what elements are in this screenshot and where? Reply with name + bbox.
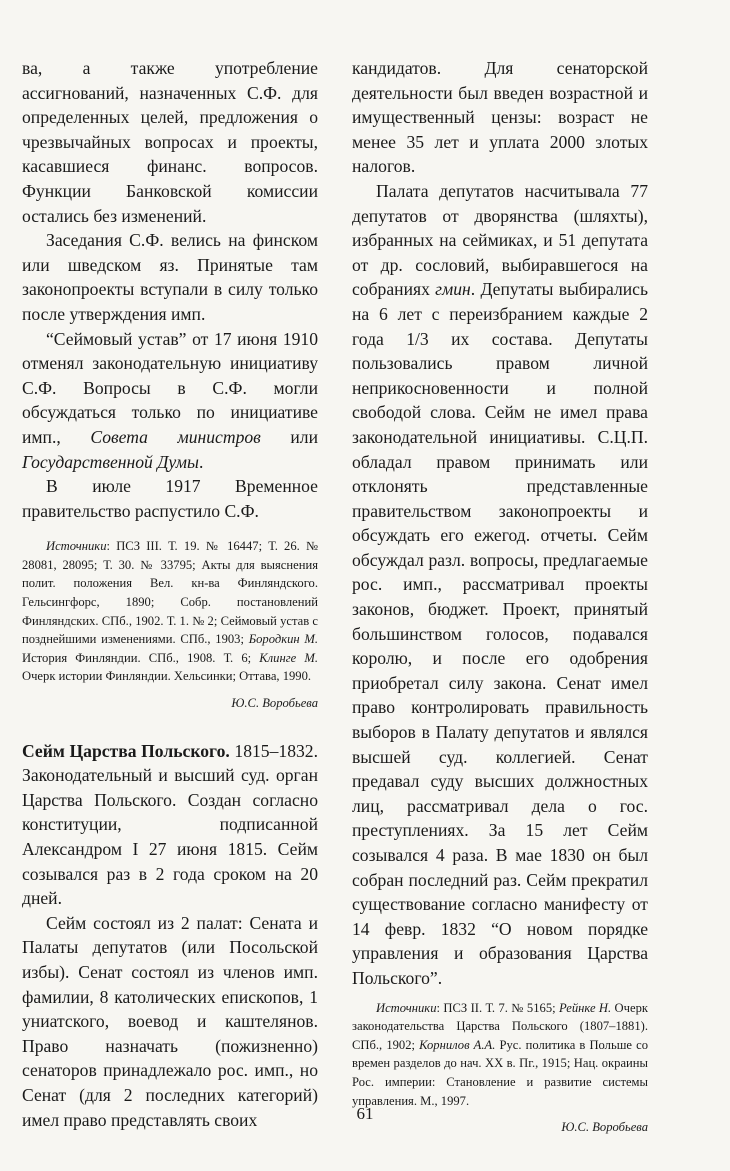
entry-title: Сейм Царства Польского.	[22, 740, 230, 761]
entry-paragraph-2: Сейм состоял из 2 палат: Сената и Палаты депутатов (или Посольской избы). Сенат состоял из членов имп. фамилии, 8 католических епископов, 1 униатского, воевод и каштелянов. Право назначать (пожизненно) сенаторов принадлежало рос. имп., но Сенат (для 2 последних категорий) имел право представлять своих	[22, 912, 318, 1130]
text: “Сеймовый устав” от 17 июня 1910 отменял законодательную инициативу С.Ф. Вопросы в С.Ф. могли обсуждаться только по инициативе имп.,	[22, 328, 318, 447]
italic-term: гмин	[435, 279, 471, 300]
text: 1815–1832. Законодательный и высший суд. орган Царства Польского. Создан согласно конституции, подписанной Александром I 27 июня 1815. Сейм созывался раз в 2 года сроком на 20 дней.	[22, 740, 318, 909]
italic-term: Государственной Думы	[22, 451, 199, 472]
sources-label: Источники	[376, 1000, 437, 1015]
text: . Депутаты выбирались на 6 лет с переизбранием каждые 2 года 1/3 их состава. Депутаты пользовались правом личной неприкосновенности и полной свободой слова. Сейм не имел права законодательной инициативы. С.Ц.П. обладал правом принимать или отклонять представленные правительством законопроекты и обсуждать его ежегод. отчеты. Сейм обсуждал разл. вопросы, предлагаемые рос. имп., рассматривал проекты законов, бюджет. Проект, принятый большинством голосов, подавался королю, и после его одобрения приобретал силу закона. Сенат имел право контролировать правильность выборов в Палату депутатов и являлся высшей суд. коллегией. Сенат предавал суду высших должностных лиц, рассматривал дела о гос. преступлениях. За 15 лет Сейм созывался 4 раза. В мае 1830 он был собран последний раз. Сейм прекратил существование согласно манифесту от 14 февр. 1832 “О новом порядке управления и образования Царства Польского”.	[352, 279, 648, 988]
right-column	[352, 56, 648, 1137]
italic-author: Корнилов А.А.	[419, 1037, 496, 1052]
right-sources	[352, 999, 648, 1111]
right-paragraph-1: кандидатов. Для сенаторской деятельности был введен возрастной и имущественный цензы: возраст не менее 35 лет и уплата 2000 злотых налогов.	[352, 58, 648, 177]
left-sources	[22, 537, 318, 686]
text: Рус. политика в Польше со времен разделов до нач. XX в. Пг., 1915; Нац. окраины Рос. империи: Становление и развитие системы управления. М., 1997.	[352, 1037, 649, 1108]
text: или	[260, 426, 318, 447]
right-paragraph-2	[352, 179, 648, 991]
left-paragraph-2: Заседания С.Ф. велись на финском или шведском яз. Принятые там законопроекты вступали в силу только после утверждения имп.	[22, 230, 318, 324]
entry-paragraph-1	[22, 739, 318, 911]
text: : ПСЗ III. Т. 19. № 16447; Т. 26. № 28081, 28095; Т. 30. № 33795; Акты для выяснения полит. положения Вел. кн-ва Финляндского. Гельсингфорс, 1890; Собр. постановлений Финляндских. СПб., 1902. Т. 1. № 2; Сеймовый устав с позднейшими изменениями. СПб., 1903;	[22, 539, 318, 647]
text: : ПСЗ II. Т. 7. № 5165;	[436, 1000, 559, 1015]
text: Очерк законодательства Царства Польского (1807–1881). СПб., 1902;	[352, 1000, 648, 1052]
text: .	[198, 451, 204, 472]
left-paragraph-3	[22, 327, 318, 475]
text: Палата депутатов насчитывала 77 депутатов от дворянства (шляхты), избранных на сеймиках, и 51 депутата от др. сословий, выбиравшегося на собраниях	[352, 180, 648, 300]
left-signature: Ю.С. Воробьева	[231, 696, 318, 711]
left-column	[22, 56, 318, 1132]
left-paragraph-1: ва, а также употребление ассигнований, назначенных С.Ф. для определенных целей, предложения о чрезвычайных вопросах и проекты, касавшиеся финанс. вопросов. Функции Банковской комиссии остались без изменений.	[22, 58, 318, 226]
page-number: 61	[356, 1104, 374, 1123]
left-paragraph-4: В июле 1917 Временное правительство распустило С.Ф.	[22, 476, 318, 521]
italic-author: Бородкин М.	[248, 632, 318, 647]
text: История Финляндии. СПб., 1908. Т. 6;	[22, 650, 260, 665]
italic-author: Рейнке Н.	[559, 1000, 612, 1015]
italic-term: Совета министров	[90, 426, 261, 447]
text: Очерк истории Финляндии. Хельсинки; Оттава, 1990.	[22, 669, 312, 684]
right-signature: Ю.С. Воробьева	[561, 1120, 648, 1135]
italic-author: Клинге М.	[259, 650, 318, 665]
sources-label: Источники	[46, 539, 107, 554]
